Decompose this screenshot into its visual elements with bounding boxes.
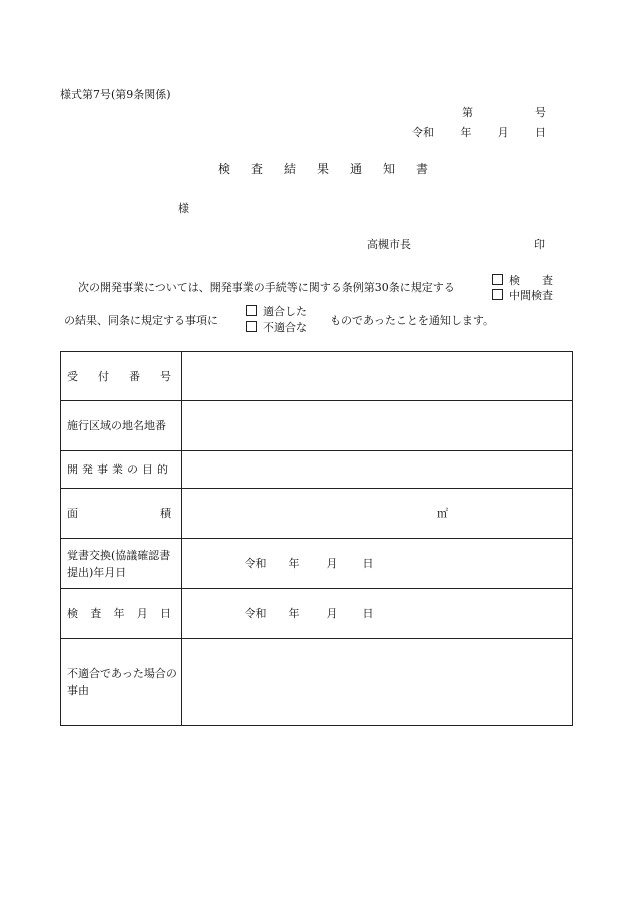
date-month: 月 <box>497 126 509 139</box>
date-day: 日 <box>534 126 546 139</box>
location-field[interactable] <box>182 401 573 451</box>
option-inspection <box>492 272 553 288</box>
option-conform <box>246 303 307 319</box>
memo-date-year: 年 <box>288 557 300 570</box>
option-interim-label: 中間検査 <box>509 289 553 302</box>
addressee-suffix: 様 <box>178 202 189 215</box>
form-number: 様式第7号(第9条関係) <box>60 88 171 101</box>
option-inspection-label: 検 査 <box>509 274 553 287</box>
inspection-date-era: 令和 <box>244 607 267 620</box>
body-line-2-suffix: ものであったことを通知します。 <box>330 314 495 327</box>
purpose-field[interactable] <box>182 451 573 489</box>
checkbox-nonconform[interactable] <box>246 321 257 332</box>
body-line-2-prefix: の結果、同条に規定する事項に <box>64 314 218 327</box>
page-title: 検査結果通知書 <box>218 162 450 176</box>
memo-date-month: 月 <box>326 557 338 570</box>
purpose-label: 開発事業の目的 <box>61 451 182 489</box>
form-table <box>60 351 573 726</box>
inspection-date-day: 日 <box>362 607 374 620</box>
option-conform-label: 適合した <box>263 305 307 318</box>
option-nonconform-label: 不適合な <box>263 321 307 334</box>
area-field[interactable] <box>182 489 573 539</box>
inspection-date-label: 検 査 年 月 日 <box>61 589 182 639</box>
checkbox-interim[interactable] <box>492 289 503 300</box>
area-label: 面 積 <box>61 489 182 539</box>
checkbox-conform[interactable] <box>246 305 257 316</box>
memo-exchange-date-field[interactable] <box>182 539 573 589</box>
nonconformity-reason-label: 不適合であった場合の事由 <box>61 639 182 726</box>
memo-date-era: 令和 <box>244 557 267 570</box>
inspection-date-month: 月 <box>326 607 338 620</box>
memo-date-day: 日 <box>362 557 374 570</box>
issue-date-line <box>412 124 546 140</box>
issuer-name: 高槻市長 <box>367 238 411 251</box>
date-year: 年 <box>460 126 472 139</box>
date-era: 令和 <box>412 126 434 139</box>
number-suffix: 号 <box>535 106 546 119</box>
inspection-date-year: 年 <box>288 607 300 620</box>
checkbox-inspection[interactable] <box>492 274 503 285</box>
nonconformity-reason-field[interactable] <box>182 639 573 726</box>
body-line-1: 次の開発事業については、開発事業の手続等に関する条例第30条に規定する <box>78 281 455 294</box>
location-label: 施行区域の地名地番 <box>61 401 182 451</box>
receipt-number-field[interactable] <box>182 352 573 401</box>
inspection-date-field[interactable] <box>182 589 573 639</box>
option-nonconform <box>246 319 307 335</box>
receipt-number-label: 受 付 番 号 <box>61 352 182 401</box>
seal-mark: 印 <box>534 238 545 251</box>
memo-exchange-date-label: 覚書交換(協議確認書提出)年月日 <box>61 539 182 589</box>
option-interim <box>492 287 553 303</box>
document-number-line <box>462 104 546 120</box>
area-unit: ㎡ <box>437 507 448 520</box>
number-prefix: 第 <box>462 106 473 119</box>
